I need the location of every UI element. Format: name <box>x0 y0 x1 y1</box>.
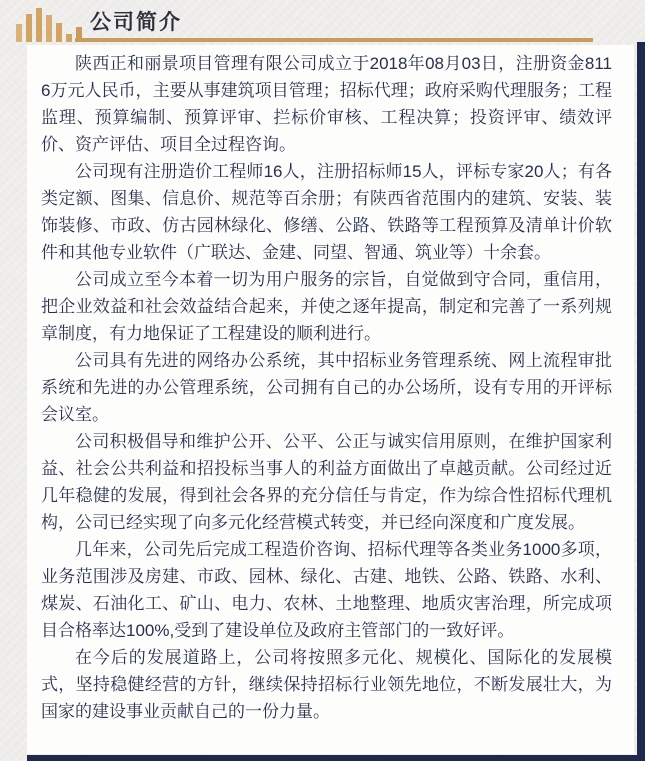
bar-chart-icon <box>16 8 86 42</box>
bar-chart-bar <box>16 24 22 42</box>
paragraph-company-founding: 陕西正和丽景项目管理有限公司成立于2018年08月03日，注册资金8116万元人民币，主要从事建筑项目管理；招标代理；政府采购代理服务；工程监理、预算编制、预算评审、拦标价审核、工程决算；投资评审、绩效评价、资产评估、项目全过程咨询。 <box>41 54 612 154</box>
bar-chart-bar <box>56 23 62 42</box>
paragraph-staff-resources: 公司现有注册造价工程师16人，注册招标师15人，评标专家20人；有各类定额、图集、信息价、规范等百余册；有陕西省范围内的建筑、安装、装饰装修、市政、仿古园林绿化、修缮、公路、铁路等工程预算及清单计价软件和其他专业软件（广联达、金建、同望、智通、筑业等）十余套。 <box>41 162 612 262</box>
paragraph-office-systems: 公司具有先进的网络办公系统，其中招标业务管理系统、网上流程审批系统和先进的办公管理系统，公司拥有自己的办公场所，设有专用的开评标会议室。 <box>41 351 612 424</box>
bar-chart-bar <box>46 15 52 42</box>
bottom-accent-bar <box>27 755 645 761</box>
bar-chart-bar <box>26 14 32 42</box>
paragraph-service-principles: 公司成立至今本着一切为用户服务的宗旨，自觉做到守合同，重信用，把企业效益和社会效益结合起来，并使之逐年提高，制定和完善了一系列规章制度，有力地保证了工程建设的顺利进行。 <box>41 270 612 343</box>
right-accent-bar <box>637 42 645 761</box>
bar-chart-bar <box>66 34 72 42</box>
page-title: 公司简介 <box>90 11 182 34</box>
content-frame <box>27 42 645 761</box>
company-profile-text <box>27 45 634 754</box>
bar-chart-bar <box>36 8 42 42</box>
paragraph-fairness-development: 公司积极倡导和维护公开、公平、公正与诚实信用原则，在维护国家利益、社会公共利益和招投标当事人的利益方面做出了卓越贡献。公司经过近几年稳健的发展，得到社会各界的充分信任与肯定，作为综合性招标代理机构，公司已经实现了向多元化经营模式转变，并已经向深度和广度发展。 <box>41 432 612 532</box>
paragraph-future-outlook: 在今后的发展道路上，公司将按照多元化、规模化、国际化的发展模式，坚持稳健经营的方针，继续保持招标行业领先地位，不断发展壮大，为国家的建设事业贡献自己的一份力量。 <box>41 648 612 721</box>
paragraph-business-achievements: 几年来，公司先后完成工程造价咨询、招标代理等各类业务1000多项，业务范围涉及房建、市政、园林、绿化、古建、地铁、公路、铁路、水利、煤炭、石油化工、矿山、电力、农林、土地整理、地质灾害治理，所完成项目合格率达100%,受到了建设单位及政府主管部门的一致好评。 <box>41 540 612 640</box>
